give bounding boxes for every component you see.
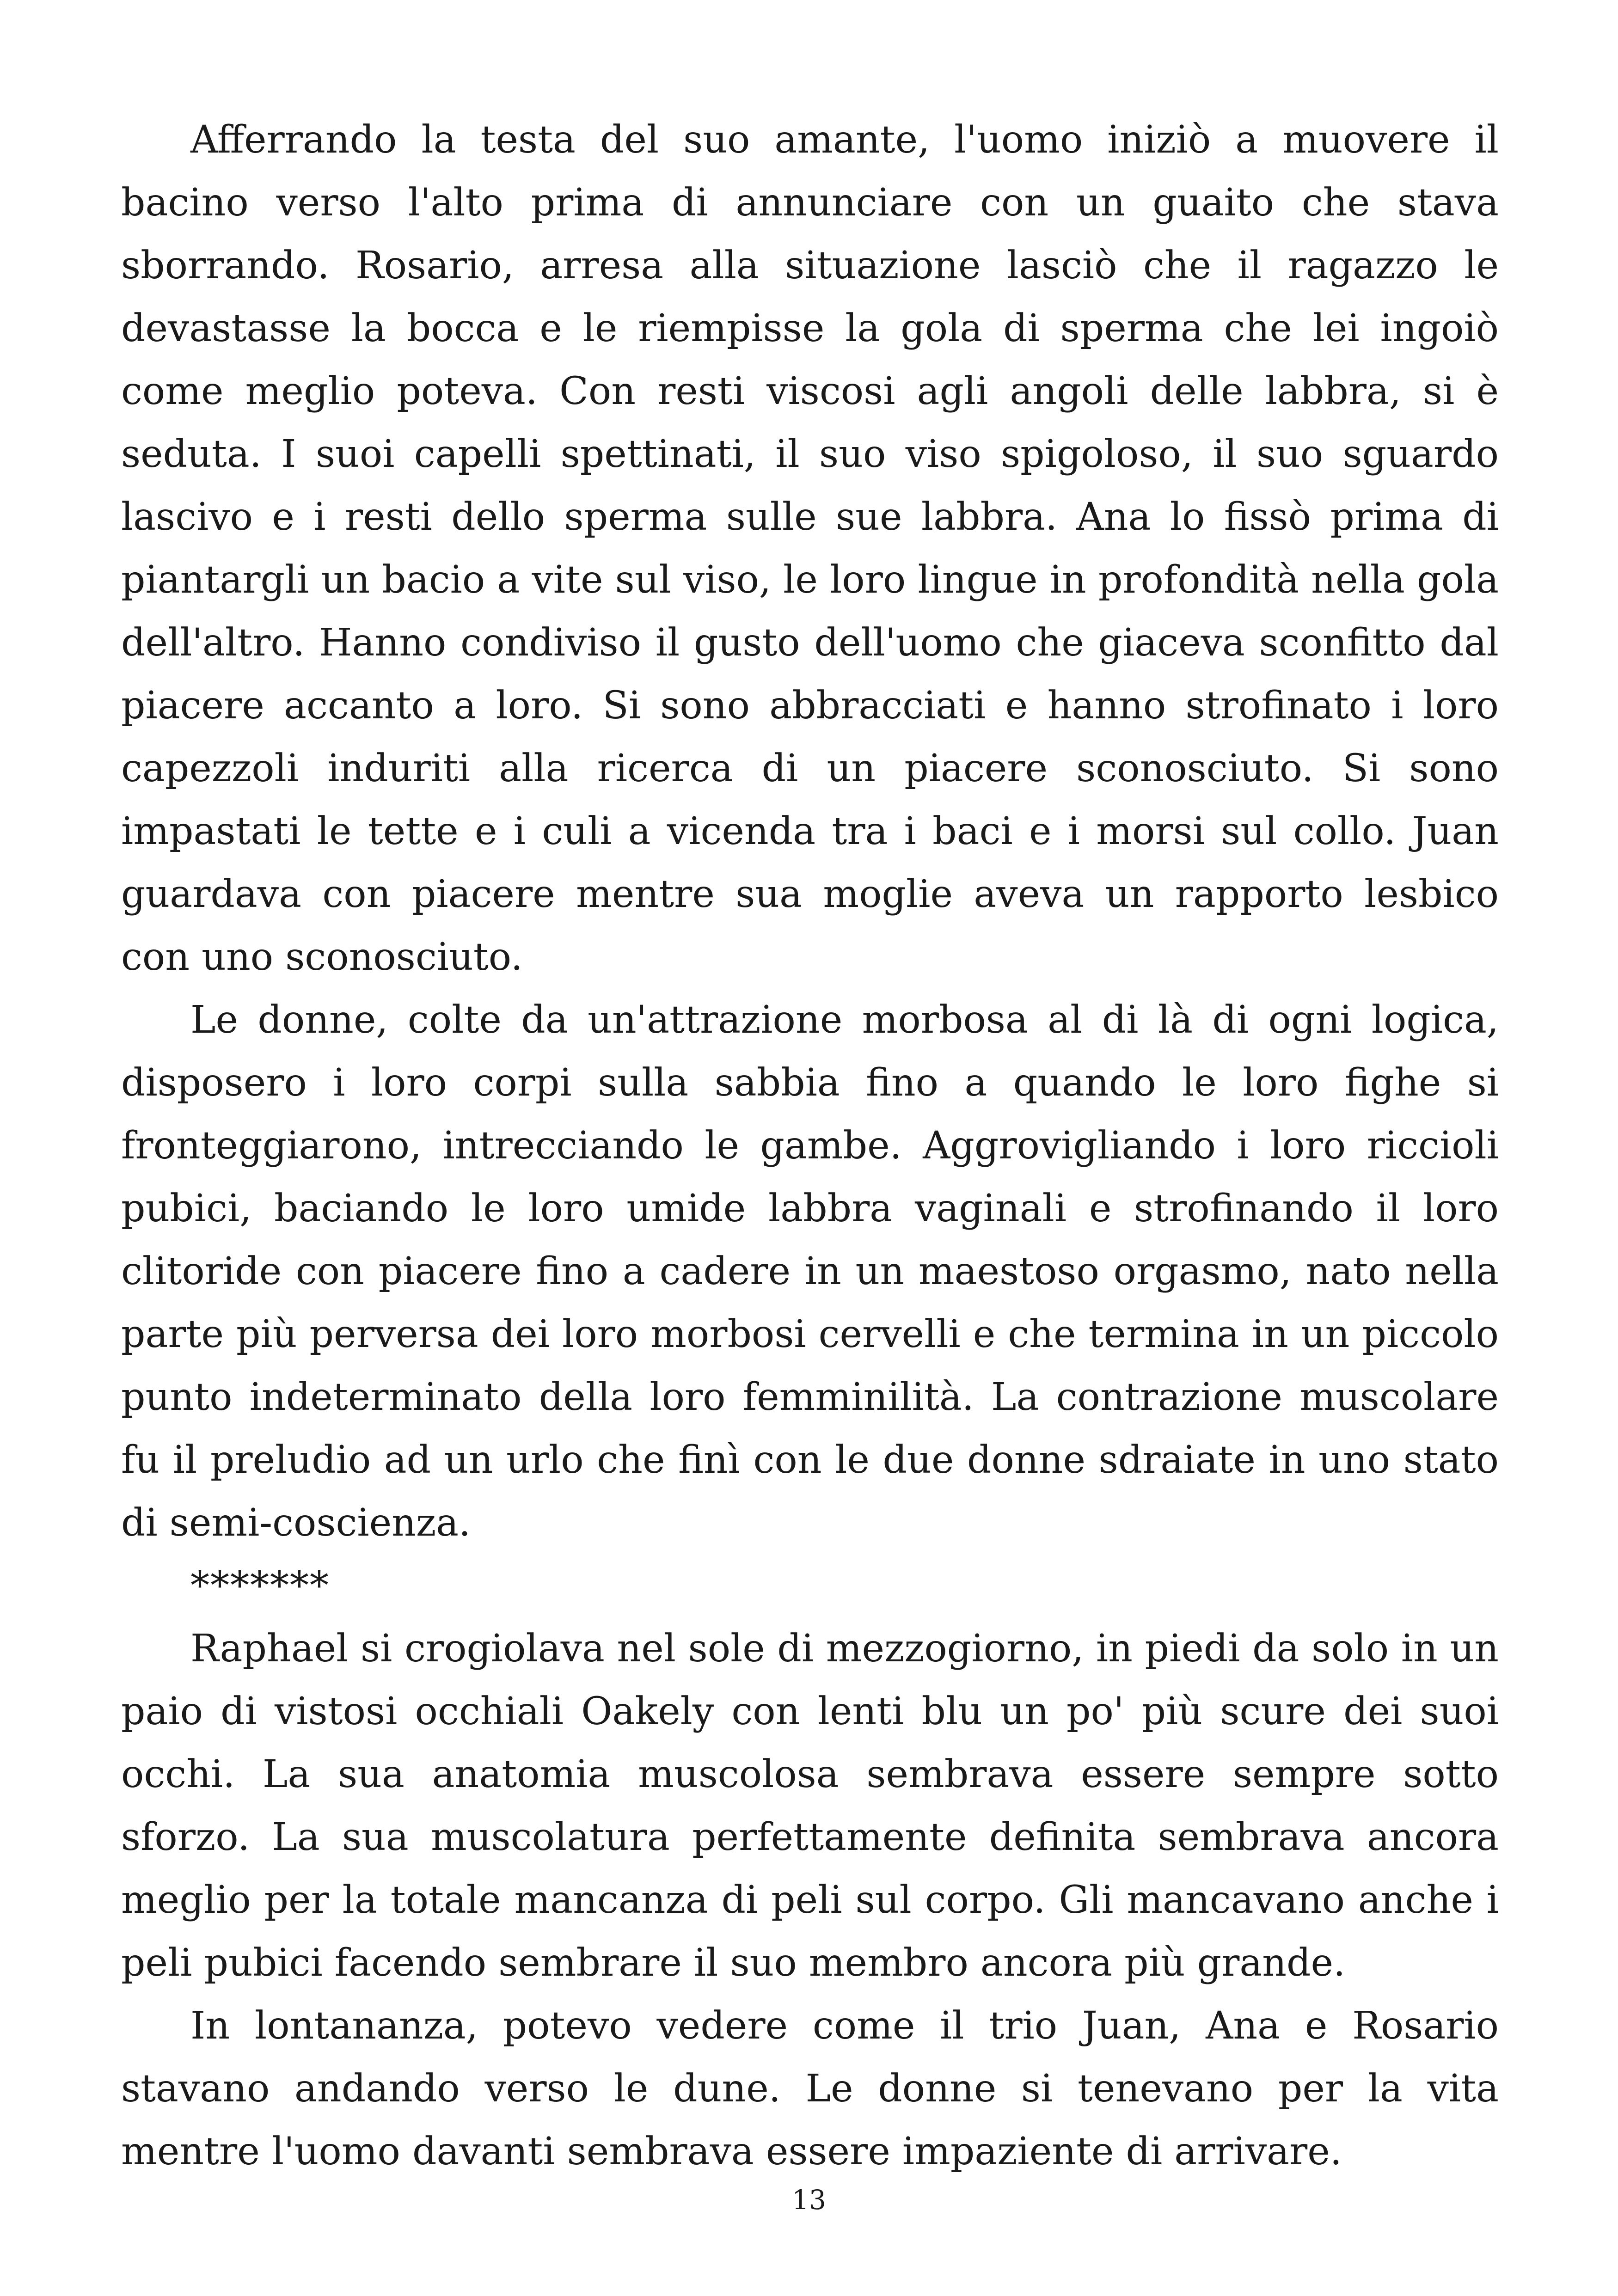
paragraph-3: Raphael si crogiolava nel sole di mezzogiorno, in piedi da solo in un paio di vistosi occhiali Oakely con lenti blu un po' più scure dei suoi occhi. La sua anatomia muscolosa sembrava essere sempre sotto sforzo. La sua muscolatura perfettamente definita sembrava ancora meglio per la totale mancanza di peli sul corpo. Gli mancavano anche i peli pubici facendo sembrare il suo membro ancora più grande.: [121, 1627, 1499, 1985]
page-number: 13: [792, 2184, 826, 2216]
paragraph-2: Le donne, colte da un'attrazione morbosa al di là di ogni logica, disposero i loro corpi sulla sabbia fino a quando le loro fighe si fronteggiarono, intrecciando le gambe. Aggrovigliando i loro riccioli pubici, baciando le loro umide labbra vaginali e strofinando il loro clitoride con piacere fino a cadere in un maestoso orgasmo, nato nella parte più perversa dei loro morbosi cervelli e che termina in un piccolo punto indeterminato della loro femminilità. La contrazione muscolare fu il preludio ad un urlo che finì con le due donne sdraiate in uno stato di semi-coscienza.: [121, 998, 1499, 1545]
body-text: [121, 109, 1499, 2183]
paragraph-4: In lontananza, potevo vedere come il trio Juan, Ana e Rosario stavano andando verso le dune. Le donne si tenevano per la vita mentre l'uomo davanti sembrava essere impaziente di arrivare.: [121, 2004, 1499, 2174]
section-separator: *******: [190, 1564, 330, 1608]
paragraph-1: Afferrando la testa del suo amante, l'uomo iniziò a muovere il bacino verso l'alto prima di annunciare con un guaito che stava sborrando. Rosario, arresa alla situazione lasciò che il ragazzo le devastasse la bocca e le riempisse la gola di sperma che lei ingoiò come meglio poteva. Con resti viscosi agli angoli delle labbra, si è seduta. I suoi capelli spettinati, il suo viso spigoloso, il suo sguardo lascivo e i resti dello sperma sulle sue labbra. Ana lo fissò prima di piantargli un bacio a vite sul viso, le loro lingue in profondità nella gola dell'altro. Hanno condiviso il gusto dell'uomo che giaceva sconfitto dal piacere accanto a loro. Si sono abbracciati e hanno strofinato i loro capezzoli induriti alla ricerca di un piacere sconosciuto. Si sono impastati le tette e i culi a vicenda tra i baci e i morsi sul collo. Juan guardava con piacere mentre sua moglie aveva un rapporto lesbico con uno sconosciuto.: [121, 118, 1499, 979]
